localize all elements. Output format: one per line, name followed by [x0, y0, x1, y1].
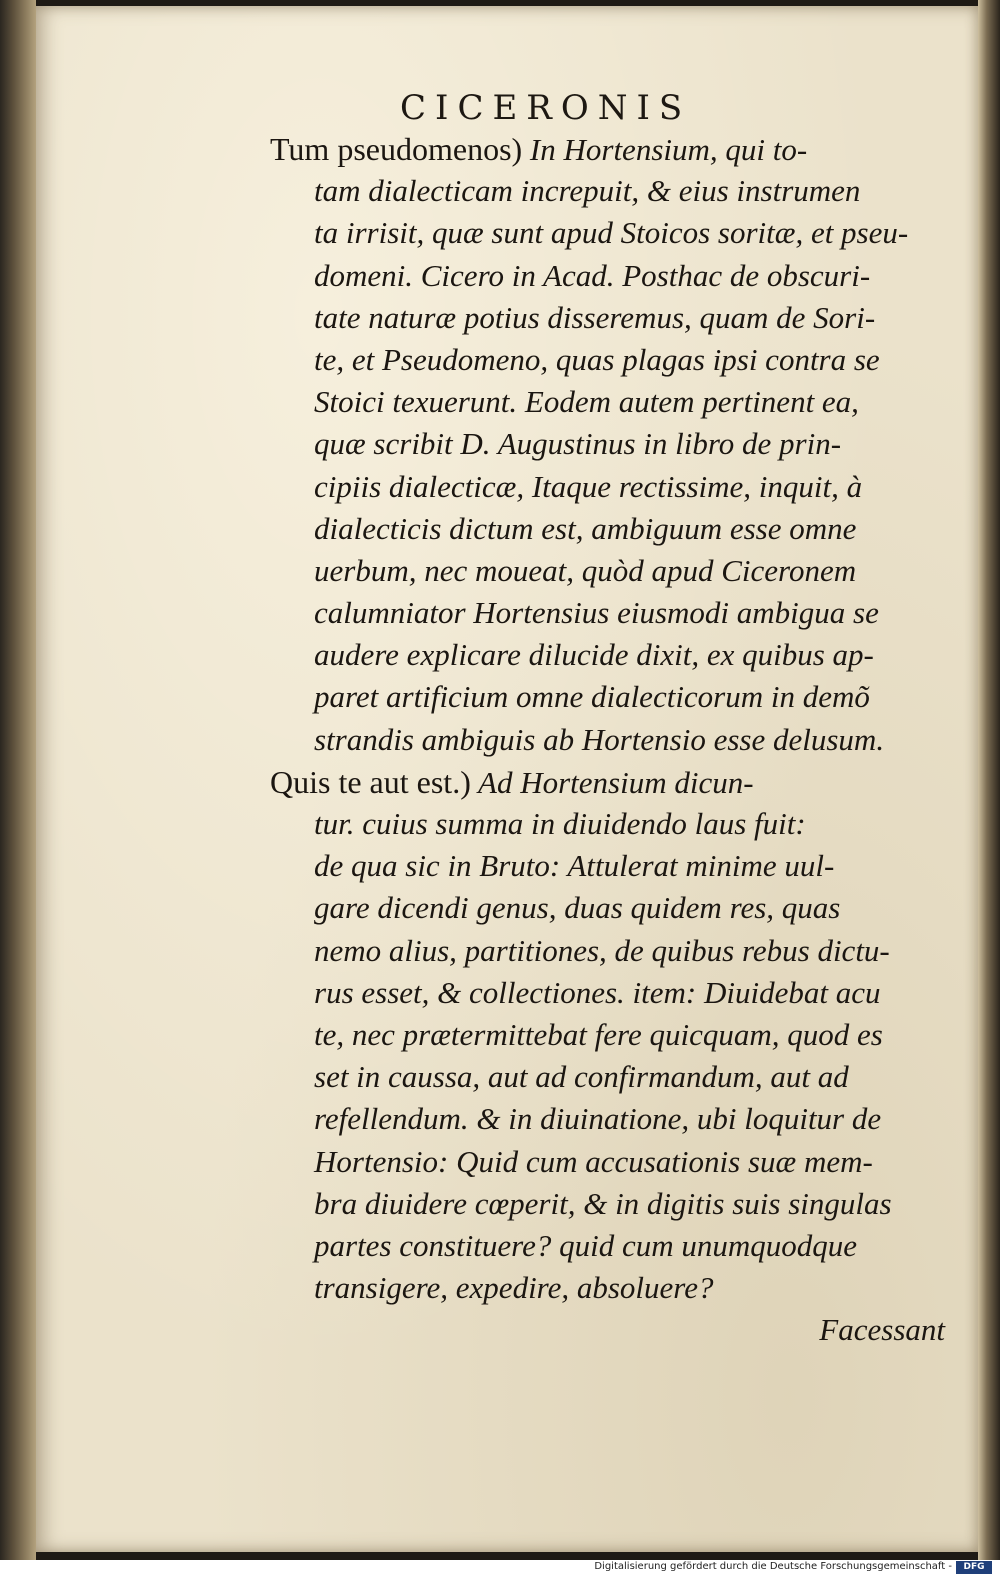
- text-line: uerbum, nec moueat, quòd apud Ciceronem: [314, 552, 857, 588]
- text-line-lemma: [270, 128, 955, 170]
- text-line: te, et Pseudomeno, quas plagas ipsi contra se: [314, 341, 880, 377]
- line-text: Ad Hortensium dicun-: [470, 764, 754, 800]
- footer-credit: Digitalisierung gefördert durch die Deutsche Forschungsgemeinschaft -: [594, 1561, 952, 1572]
- text-line: partes constituere? quid cum unumquodque: [314, 1227, 857, 1263]
- text-line: de qua sic in Bruto: Attulerat minime uul-: [314, 848, 835, 884]
- text-line: audere explicare dilucide dixit, ex quibus ap-: [314, 637, 874, 673]
- text-line: cipiis dialecticæ, Itaque rectissime, inquit, à: [314, 468, 863, 504]
- text-line-lemma: [270, 761, 955, 803]
- text-line: bra diuidere cœperit, & in digitis suis singulas: [314, 1185, 892, 1221]
- text-line: ta irrisit, quæ sunt apud Stoicos soritæ, et pseu-: [314, 215, 909, 251]
- text-line: te, nec prætermittebat fere quicquam, quod es: [314, 1016, 883, 1052]
- text-line: dialecticis dictum est, ambiguum esse omne: [314, 510, 857, 546]
- text-line: gare dicendi genus, duas quidem res, quas: [314, 890, 841, 926]
- text-line: refellendum. & in diuinatione, ubi loquitur de: [314, 1101, 882, 1137]
- text-line: tam dialecticam increpuit, & eius instrumen: [314, 173, 861, 209]
- text-line: rus esset, & collectiones. item: Diuidebat acu: [314, 974, 881, 1010]
- binding-edge: [0, 0, 36, 1560]
- text-line: calumniator Hortensius eiusmodi ambigua se: [314, 595, 879, 631]
- text-line: strandis ambiguis ab Hortensio esse delusum.: [314, 721, 885, 757]
- lemma: Tum pseudomenos): [270, 131, 523, 167]
- commentary-text: [270, 128, 955, 1351]
- text-line: tur. cuius summa in diuidendo laus fuit:: [314, 806, 806, 841]
- page-edge: [978, 0, 1000, 1560]
- text-line: Hortensio: Quid cum accusationis suæ mem-: [314, 1143, 873, 1179]
- dfg-logo-icon: DFG: [956, 1561, 992, 1574]
- text-line: tate naturæ potius disseremus, quam de Sori-: [314, 299, 876, 335]
- catchword: Facessant: [819, 1312, 945, 1348]
- lemma: Quis te aut est.): [270, 763, 471, 800]
- text-line: quæ scribit D. Augustinus in libro de prin-: [314, 426, 842, 462]
- running-head: CICERONIS: [400, 88, 692, 128]
- text-line: set in caussa, aut ad confirmandum, aut ad: [314, 1059, 849, 1095]
- text-line: transigere, expedire, absoluere?: [314, 1270, 714, 1306]
- text-line: domeni. Cicero in Acad. Posthac de obscuri-: [314, 257, 871, 293]
- line-text: In Hortensium, qui to-: [522, 132, 808, 167]
- text-line: Stoici texuerunt. Eodem autem pertinent ea,: [314, 384, 859, 420]
- text-line: nemo alius, partitiones, de quibus rebus dictu-: [314, 932, 890, 968]
- text-line: paret artificium omne dialecticorum in demõ: [314, 679, 870, 715]
